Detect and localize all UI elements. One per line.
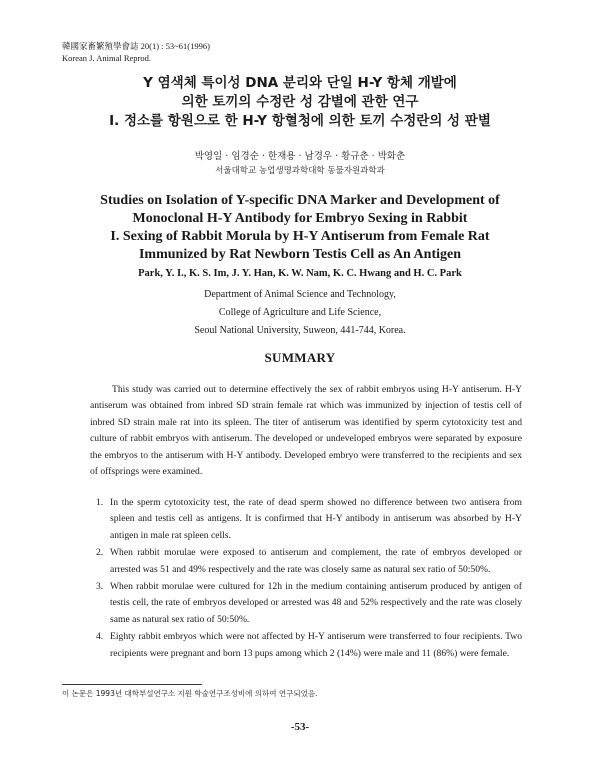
english-title-line: Studies on Isolation of Y-specific DNA Marker and Development of xyxy=(100,193,500,208)
footnote-divider xyxy=(62,684,202,685)
korean-title xyxy=(40,74,560,131)
korean-affiliation: 서울대학교 농업생명과학대학 동물자원과학과 xyxy=(215,166,385,176)
finding-item xyxy=(96,545,522,578)
journal-name: Korean J. Animal Reprod. xyxy=(62,53,151,63)
english-authors: Park, Y. I., K. S. Im, J. Y. Han, K. W. Nam, K. C. Hwang and H. C. Park xyxy=(138,268,462,279)
english-affiliation xyxy=(40,286,560,340)
abstract-paragraph: This study was carried out to determine effectively the sex of rabbit embryos using H-Y antiserum. H-Y antiserum was obtained from inbred SD strain female rat which was immunized by injection of testis cell of inbred SD strain male rat into its spleen. The titer of antiserum was identified by sperm cytotoxicity test and culture of rabbit embryos with antiserum. The developed or undeveloped embryos were separated by exposure the embryos to the antiserum with H-Y antibody. Developed embryo were transferred to the recipients and sex of offsprings were examined. xyxy=(90,384,522,478)
summary-heading: SUMMARY xyxy=(264,350,336,365)
journal-header xyxy=(62,40,210,64)
finding-number: 4. xyxy=(96,631,104,643)
finding-number: 3. xyxy=(96,581,104,593)
finding-item xyxy=(96,629,522,662)
page-number: -53- xyxy=(290,721,310,733)
affiliation-line: Department of Animal Science and Technology, xyxy=(204,289,396,300)
english-title xyxy=(40,192,560,264)
finding-number: 2. xyxy=(96,547,104,559)
korean-authors: 박영일 · 임경순 · 한재용 · 남경우 · 황규춘 · 박화춘 xyxy=(194,151,406,162)
finding-text: When rabbit morulae were cultured for 12h in the medium containing antiserum produced by antigen of testis cell, the rate of embryos developed or arrested was 48 and 52% respectively and the rate was closely same as natural sex ratio of 50:50%. xyxy=(110,581,522,625)
korean-title-line: Y 염색체 특이성 DNA 분리와 단일 H-Y 항체 개발에 xyxy=(143,75,457,91)
finding-number: 1. xyxy=(96,497,104,508)
finding-text: When rabbit morulae were exposed to antiserum and complement, the rate of embryos developed or arrested was 51 and 49% respectively and the rate was closely same as natural sex ratio of 50:50%. xyxy=(110,547,522,575)
finding-text: In the sperm cytotoxicity test, the rate of dead sperm showed no difference between two antisera from spleen and testis cell as antigens. It is confirmed that H-Y antibody in antiserum was absorbed by H-Y antigen in male rat spleen cells. xyxy=(110,497,522,541)
affiliation-line: College of Agriculture and Life Science, xyxy=(218,307,382,318)
finding-item xyxy=(96,495,522,544)
korean-title-line: 의한 토끼의 수정란 성 감별에 관한 연구 xyxy=(181,94,419,110)
english-title-line: I. Sexing of Rabbit Morula by H-Y Antiserum from Female Rat xyxy=(110,229,490,244)
footnote: 이 논문은 1993년 대학부설연구소 지원 학술연구조성비에 의하여 연구되었음. xyxy=(62,689,318,698)
journal-citation: 韓國家畜繁殖學會誌 20(1) : 53~61(1996) xyxy=(62,41,210,51)
korean-title-line: I. 정소를 항원으로 한 H-Y 항혈청에 의한 토끼 수정란의 성 판별 xyxy=(109,113,491,129)
english-title-line: Monoclonal H-Y Antibody for Embryo Sexing in Rabbit xyxy=(132,211,468,226)
finding-text: Eighty rabbit embryos which were not affected by H-Y antiserum were transferred to four recipients. Two recipients were pregnant and born 13 pups among which 2 (14%) were male and 11 (86%) were female. xyxy=(110,631,522,659)
findings-list xyxy=(96,495,522,663)
finding-item xyxy=(96,579,522,628)
english-title-line: Immunized by Rat Newborn Testis Cell as An Antigen xyxy=(138,247,462,262)
affiliation-line: Seoul National University, Suweon, 441-744, Korea. xyxy=(194,325,406,336)
